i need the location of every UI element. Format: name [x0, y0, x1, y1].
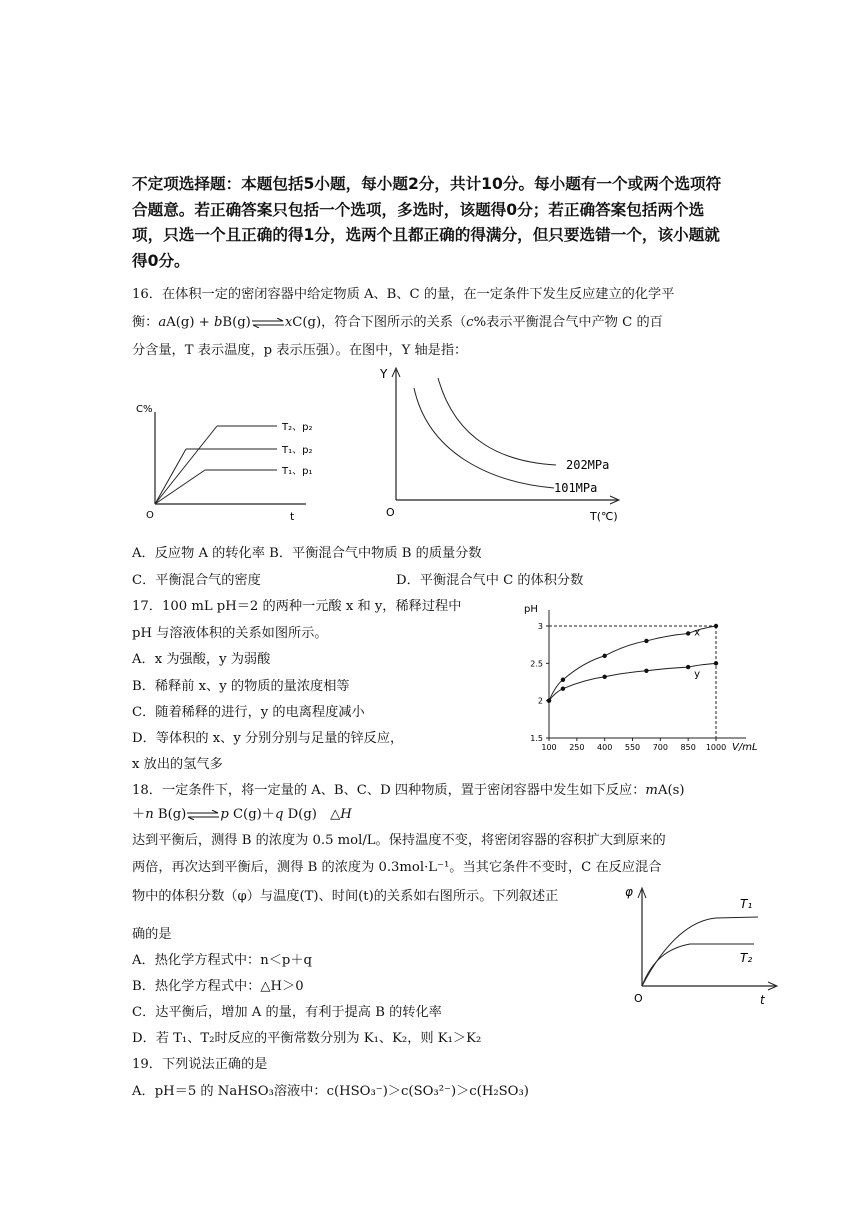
q17-option-d-line2: x 放出的氢气多 [132, 757, 223, 772]
ph-x-tick-label: 250 [569, 743, 585, 752]
q16-option-a-b: A．反应物 A 的转化率 B．平衡混合气中物质 B 的质量分数 [132, 546, 482, 561]
fig3-curve-label-t1: T₁ [740, 897, 753, 911]
q18-option-b: B．热化学方程式中：△H＞0 [132, 979, 304, 994]
fig1-ylabel: C% [136, 404, 153, 415]
ph-point-x [686, 631, 690, 635]
fig2-origin: O [386, 506, 395, 519]
fig1-xlabel: t [290, 510, 295, 523]
q18-line2: ＋n B(g) p C(g)＋q D(g) △H [132, 807, 352, 822]
ph-point-y [644, 669, 648, 673]
fig1-curve-label-3: T₁、p₁ [282, 466, 313, 477]
q17-option-d-line1: D．等体积的 x、y 分别分别与足量的锌反应， [132, 731, 404, 746]
fig3-curve-label-t2: T₂ [740, 951, 753, 965]
q16-line1: 16．在体积一定的密闭容器中给定物质 A、B、C 的量，在一定条件下发生反应建立的化学平 [132, 287, 675, 302]
fig1-origin: O [146, 510, 154, 521]
ph-x-tick-label: 1000 [705, 743, 727, 752]
q16-option-c: C．平衡混合气的密度 [132, 573, 261, 588]
ph-point-x [714, 624, 718, 628]
ph-x-tick-label: 100 [541, 743, 557, 752]
q17-option-a: A．x 为强酸，y 为弱酸 [132, 652, 271, 667]
fig2-xlabel: T(℃) [590, 510, 618, 523]
equilibrium-arrow-icon [186, 810, 220, 820]
q16-figure-y-vs-temperature [378, 360, 636, 526]
section-instructions: 不定项选择题：本题包括5小题，每小题2分，共计10分。每小题有一个或两个选项符合题意。若正确答案只包括一个选项，多选时，该题得0分；若正确答案包括两个选项，只选一个且正确的得1分，选两个且都正确的得满分，但只要选错一个，该小题就得0分。 [132, 175, 722, 270]
q17-option-b: B．稀释前 x、y 的物质的量浓度相等 [132, 679, 350, 694]
q18-option-d: D．若 T₁、T₂时反应的平衡常数分别为 K₁、K₂，则 K₁＞K₂ [132, 1031, 482, 1046]
ph-point-y [714, 661, 718, 665]
ph-xlabel: V/mL [732, 742, 758, 753]
fig3-xlabel: t [760, 993, 765, 1007]
ph-x-tick-label: 550 [624, 743, 641, 752]
ph-series-line-y [549, 663, 716, 700]
q18-line6: 确的是 [132, 927, 172, 942]
ph-point-y [547, 698, 551, 702]
q18-line4: 两倍，再次达到平衡后，测得 B 的浓度为 0.3mol·L⁻¹。当其它条件不变时，C 在反应混合 [132, 860, 662, 875]
ph-y-tick-label: 2 [537, 696, 543, 706]
ph-y-tick-label: 2.5 [530, 659, 543, 669]
ph-point-y [561, 687, 565, 691]
fig2-curve-label-101: 101MPa [554, 481, 598, 495]
q17-line2: pH 与溶液体积的关系如图所示。 [132, 626, 328, 641]
ph-point-y [602, 675, 606, 679]
fig2-ylabel: Y [380, 367, 388, 381]
fig3-ylabel: φ [625, 885, 633, 899]
q18-line5: 物中的体积分数（φ）与温度(T)、时间(t)的关系如右图所示。下列叙述正 [132, 889, 559, 904]
q16-option-d: D．平衡混合气中 C 的体积分数 [396, 573, 584, 588]
fig2-curve-label-202: 202MPa [566, 458, 610, 472]
ph-point-x [644, 639, 648, 643]
q19-option-a: A．pH＝5 的 NaHSO₃溶液中：c(HSO₃⁻)＞c(SO₃²⁻)＞c(H₂SO₃) [132, 1084, 529, 1099]
ph-series-label-y: y [694, 669, 701, 681]
q18-figure-phi-vs-time [620, 880, 780, 1010]
ph-series-label-x: x [694, 627, 701, 639]
equilibrium-arrow-icon [251, 318, 285, 328]
ph-y-tick-label: 1.5 [530, 734, 543, 743]
q18-option-c: C．达平衡后，增加 A 的量，有利于提高 B 的转化率 [132, 1005, 442, 1020]
ph-x-tick-label: 400 [597, 743, 613, 752]
q17-line1: 17．100 mL pH＝2 的两种一元酸 x 和 y，稀释过程中 [132, 599, 462, 614]
q17-option-c: C．随着稀释的进行，y 的电离程度减小 [132, 705, 365, 720]
ph-point-y [686, 665, 690, 669]
q18-option-a: A．热化学方程式中：n＜p＋q [132, 953, 312, 968]
ph-point-x [602, 654, 606, 658]
q19-line1: 19．下列说法正确的是 [132, 1057, 268, 1072]
q16-line3: 分含量，T 表示温度，p 表示压强）。在图中，Y 轴是指： [132, 343, 468, 358]
q16-figure-cpercent [130, 398, 320, 524]
q18-line1: 18．一定条件下，将一定量的 A、B、C、D 四种物质，置于密闭容器中发生如下反应：mA(s) [132, 783, 685, 798]
fig1-curve-label-1: T₂、p₂ [282, 422, 313, 433]
q17-ph-chart [510, 596, 772, 756]
fig1-curve-label-2: T₁、p₂ [282, 445, 313, 456]
ph-ylabel: pH [524, 604, 538, 615]
q18-line3: 达到平衡后，测得 B 的浓度为 0.5 mol/L。保持温度不变，将密闭容器的容积扩大到原来的 [132, 833, 666, 848]
ph-point-x [561, 678, 565, 682]
ph-y-tick-label: 3 [537, 622, 543, 631]
q16-line2: 衡：aA(g) + bB(g) xC(g)，符合下图所示的关系（c%表示平衡混合气中产物 C 的百 [132, 315, 663, 330]
ph-x-tick-label: 700 [652, 743, 668, 752]
ph-x-tick-label: 850 [680, 743, 696, 752]
fig3-origin: O [634, 992, 643, 1005]
ph-series-line-x [549, 626, 716, 701]
